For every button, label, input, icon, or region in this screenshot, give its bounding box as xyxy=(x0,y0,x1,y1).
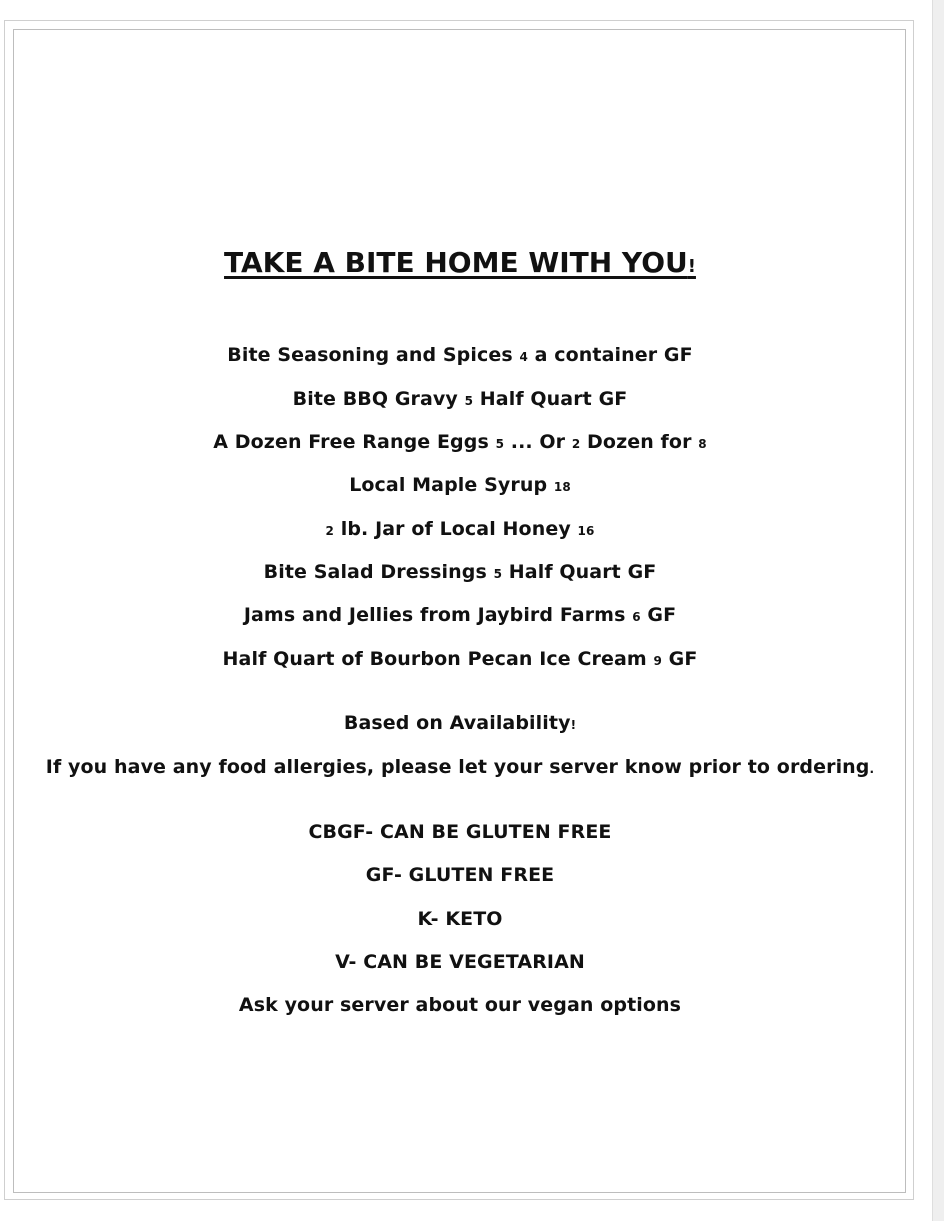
menu-item-seasoning xyxy=(0,343,920,369)
allergy-mark: . xyxy=(869,762,875,776)
menu-heading xyxy=(0,246,920,284)
page-edge xyxy=(932,0,944,1221)
menu-item-salad-dressings xyxy=(0,560,920,586)
menu-item-honey xyxy=(0,517,920,543)
item-note: a container GF xyxy=(534,344,693,366)
item-qty: 2 xyxy=(571,437,581,451)
item-price-2: 8 xyxy=(698,437,707,451)
legend-gf: GF- GLUTEN FREE xyxy=(365,864,555,886)
item-price: 5 xyxy=(464,394,474,408)
item-note: GF xyxy=(647,604,677,626)
legend-keto: K- KETO xyxy=(417,908,503,930)
item-price: 16 xyxy=(577,524,595,538)
allergy-text: If you have any food allergies, please let your server know prior to ordering xyxy=(45,756,870,778)
menu-heading-exclaim: ! xyxy=(687,256,696,277)
legend-cbgf: CBGF- CAN BE GLUTEN FREE xyxy=(308,821,612,843)
item-price: 5 xyxy=(495,437,505,451)
availability-mark: ! xyxy=(570,718,577,732)
item-name: Bite Seasoning and Spices xyxy=(227,344,513,366)
menu-heading-text: TAKE A BITE HOME WITH YOU xyxy=(224,246,688,279)
item-mid: ... Or xyxy=(510,431,566,453)
item-note: GF xyxy=(668,648,698,670)
item-note: Dozen for xyxy=(587,431,692,453)
item-note: Half Quart GF xyxy=(508,561,657,583)
item-name: Local Maple Syrup xyxy=(349,474,548,496)
item-price: 6 xyxy=(632,610,641,624)
item-name: Bite BBQ Gravy xyxy=(292,388,458,410)
menu-item-bbq-gravy xyxy=(0,387,920,413)
item-qty: 2 xyxy=(325,524,334,538)
item-name: lb. Jar of Local Honey xyxy=(340,518,571,540)
legend-vegetarian: V- CAN BE VEGETARIAN xyxy=(335,951,585,973)
item-price: 5 xyxy=(493,567,503,581)
item-price: 18 xyxy=(553,480,571,494)
menu-item-maple-syrup xyxy=(0,473,920,499)
item-name: Bite Salad Dressings xyxy=(263,561,487,583)
item-note: Half Quart GF xyxy=(479,388,628,410)
item-price: 4 xyxy=(519,350,528,364)
allergy-note xyxy=(0,755,920,781)
vegan-options-note: Ask your server about our vegan options xyxy=(238,994,682,1016)
item-name: Half Quart of Bourbon Pecan Ice Cream xyxy=(222,648,647,670)
availability-note xyxy=(0,711,920,737)
item-name: A Dozen Free Range Eggs xyxy=(213,431,489,453)
item-name: Jams and Jellies from Jaybird Farms xyxy=(243,604,626,626)
item-price: 9 xyxy=(653,654,662,668)
availability-text: Based on Availability xyxy=(343,712,571,734)
menu-item-jams xyxy=(0,603,920,629)
menu-item-ice-cream xyxy=(0,647,920,673)
menu-item-eggs xyxy=(0,430,920,456)
